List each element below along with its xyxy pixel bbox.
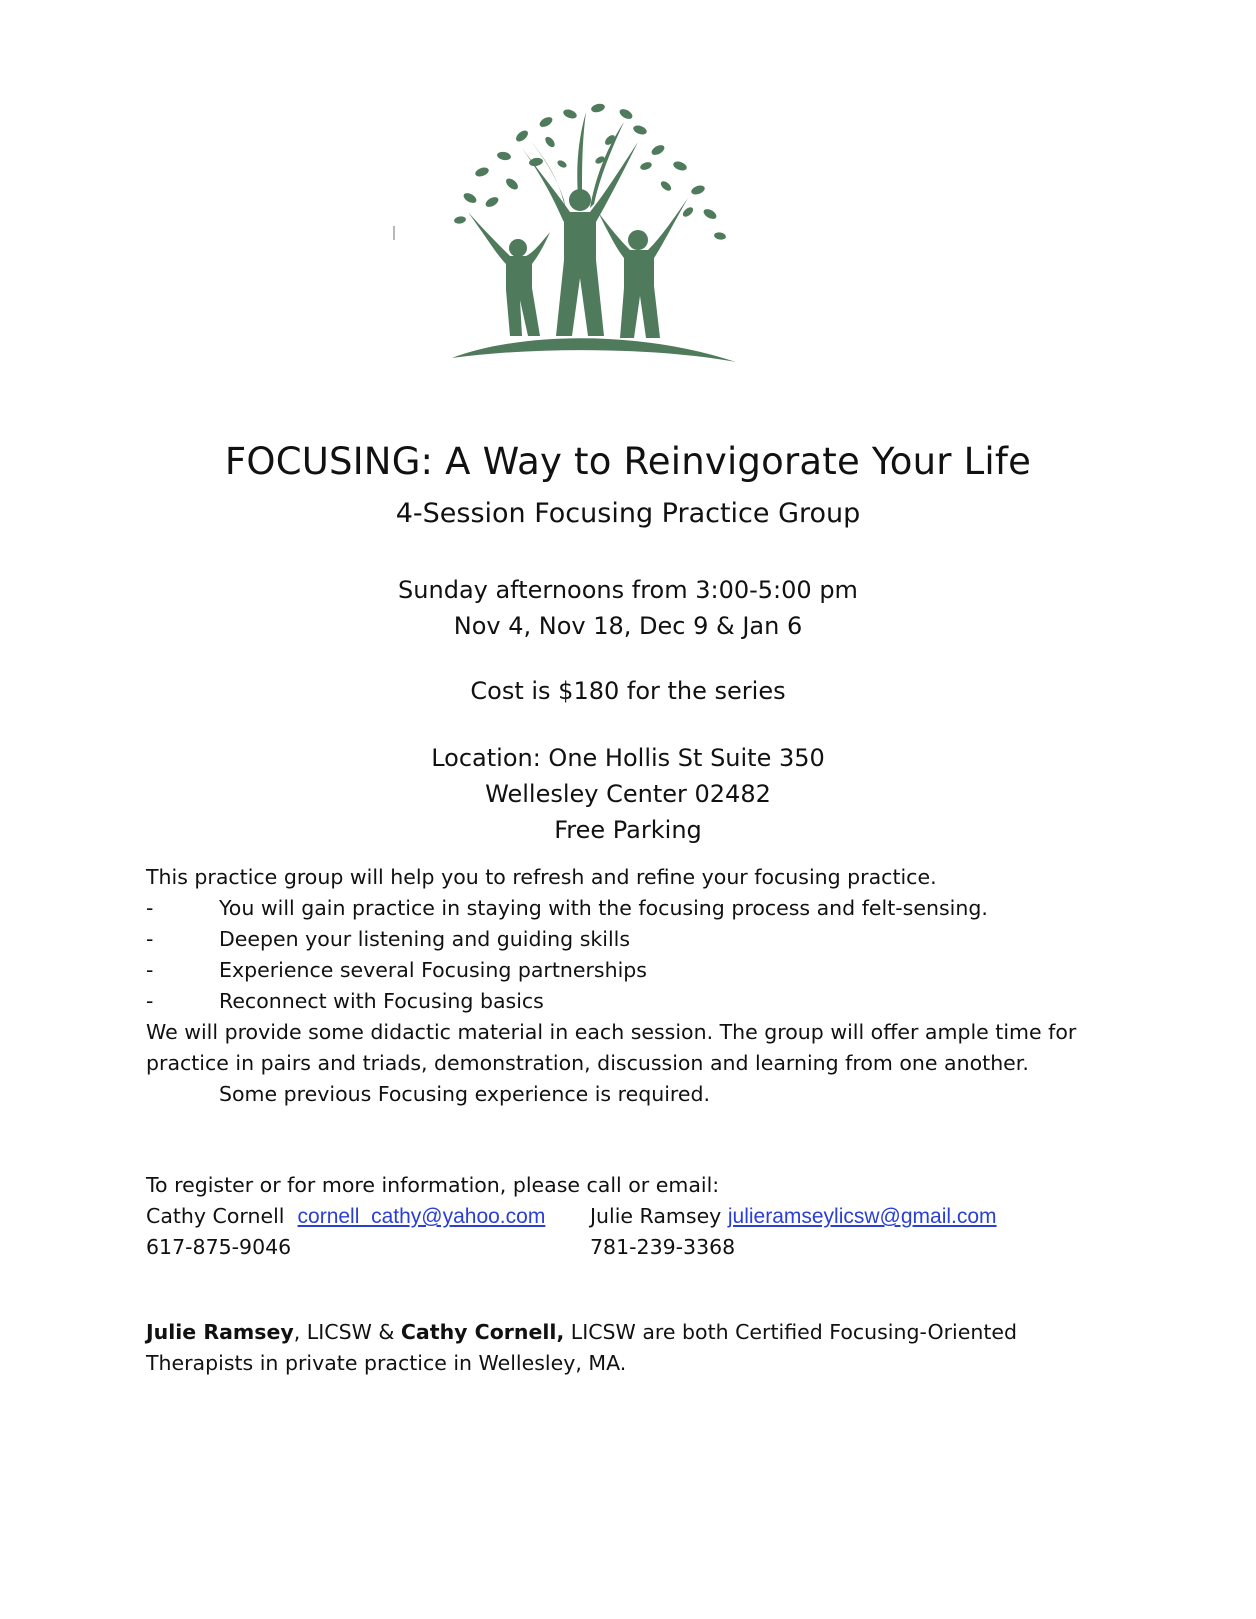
contact-phone-row	[146, 1232, 1136, 1263]
bullet-marker: -	[146, 958, 154, 982]
contact-name-cathy: Cathy Cornell	[146, 1204, 285, 1228]
credit-text-1: , LICSW &	[293, 1320, 401, 1344]
paragraph-line-2: practice in pairs and triads, demonstration, discussion and learning from one another.	[146, 1051, 1029, 1075]
phone-julie: 781-239-3368	[590, 1235, 736, 1259]
paragraph-line-3: Some previous Focusing experience is required.	[219, 1082, 711, 1106]
description-paragraph	[146, 1017, 1136, 1110]
email-link-julie[interactable]: julieramseylicsw@gmail.com	[727, 1205, 997, 1228]
schedule-time: Sunday afternoons from 3:00-5:00 pm	[398, 576, 858, 604]
scan-mark	[393, 226, 395, 240]
phone-cathy: 617-875-9046	[146, 1235, 292, 1259]
list-item	[146, 893, 1136, 924]
contact-col-julie	[590, 1201, 997, 1232]
cost-section	[0, 673, 1256, 709]
page-title: FOCUSING: A Way to Reinvigorate Your Life	[224, 440, 1032, 483]
intro-text: This practice group will help you to refresh and refine your focusing practice.	[146, 865, 937, 889]
credits-section	[146, 1317, 1136, 1379]
list-item	[146, 986, 1136, 1017]
credit-name-cathy: Cathy Cornell,	[400, 1320, 565, 1344]
page-subtitle: 4-Session Focusing Practice Group	[395, 498, 861, 529]
contact-prompt-row	[146, 1170, 1136, 1201]
contact-name-row	[146, 1201, 1136, 1232]
schedule-dates: Nov 4, Nov 18, Dec 9 & Jan 6	[453, 612, 803, 640]
bullet-marker: -	[146, 989, 154, 1013]
credit-text-2: LICSW are both Certified Focusing-Oriented	[564, 1320, 1018, 1344]
list-item-text: Reconnect with Focusing basics	[219, 989, 544, 1013]
list-item-text: Deepen your listening and guiding skills	[219, 927, 631, 951]
contact-section	[146, 1170, 1136, 1263]
location-line-2: Wellesley Center 02482	[485, 780, 771, 808]
bullet-marker: -	[146, 927, 154, 951]
location-line-1: Location: One Hollis St Suite 350	[431, 744, 825, 772]
cost-text: Cost is $180 for the series	[470, 677, 786, 705]
tree-of-people-logo	[440, 100, 760, 380]
list-item-text: Experience several Focusing partnerships	[219, 958, 647, 982]
location-section	[0, 740, 1256, 848]
list-item	[146, 924, 1136, 955]
credit-name-julie: Julie Ramsey	[146, 1320, 294, 1344]
location-line-3: Free Parking	[554, 816, 702, 844]
credits-line-1	[146, 1317, 1136, 1348]
list-item	[146, 955, 1136, 986]
list-item-text: You will gain practice in staying with the focusing process and felt-sensing.	[219, 896, 988, 920]
contact-prompt: To register or for more information, please call or email:	[146, 1173, 720, 1197]
email-link-cathy[interactable]: cornell_cathy@yahoo.com	[297, 1205, 546, 1228]
bullet-marker: -	[146, 896, 154, 920]
contact-name-julie: Julie Ramsey	[590, 1204, 722, 1228]
paragraph-line-1: We will provide some didactic material in each session. The group will offer ample time for	[146, 1020, 1077, 1044]
benefits-list	[146, 893, 1136, 1017]
credits-line-2: Therapists in private practice in Wellesley, MA.	[146, 1351, 627, 1375]
schedule-section	[0, 572, 1256, 644]
